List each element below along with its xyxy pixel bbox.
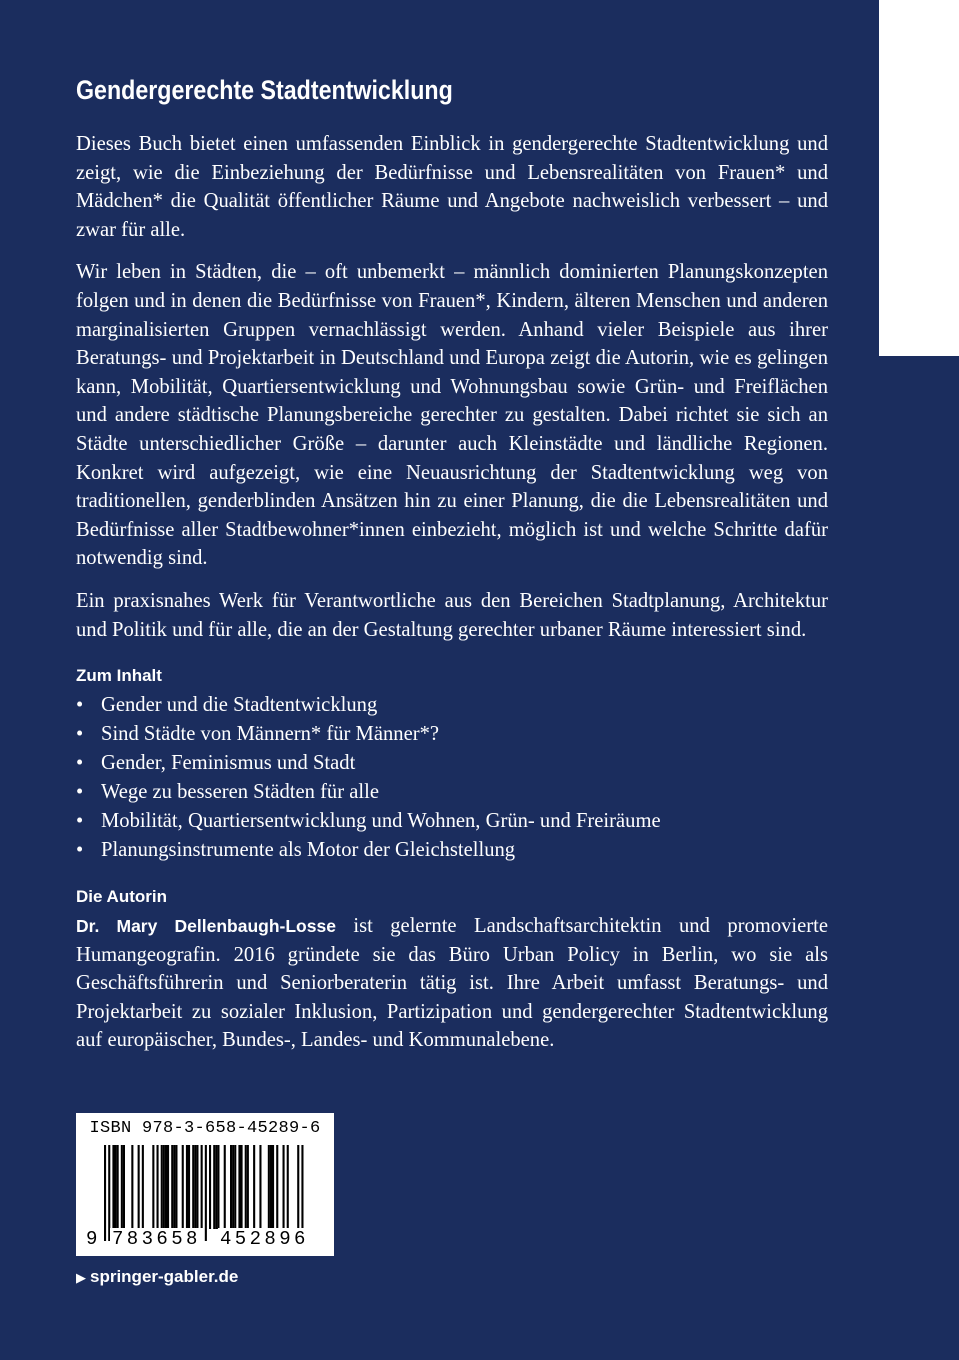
list-item: • Gender, Feminismus und Stadt	[76, 749, 828, 778]
barcode-bar	[117, 1145, 119, 1229]
publisher-link[interactable]	[76, 1265, 238, 1290]
barcode-bar	[123, 1145, 125, 1229]
description-paragraph: Wir leben in Städten, die – oft unbemerkt – männlich dominierten Planungskonzepten folgen und in denen die Bedürfnisse von Frauen*, Kindern, älteren Menschen und anderen marginalisierten Gruppen vernachlässigt werden. Anhand vieler Beispiele aus ihrer Beratungs- und Projektarbeit in Deutschland und Europa zeigt die Autorin, wie es gelingen kann, Mobilität, Quartiersentwicklung und Wohnungsbau sowie Grün- und Freiflächen und andere städtische Planungsbereiche gerechter zu gestalten. Dabei richtet sie sich an Städte unterschiedlicher Größe – darunter auch Kleinstädte und ländliche Regionen. Konkret wird aufgezeigt, wie eine Neuausrichtung der Stadtentwicklung weg von traditionellen, genderblinden Ansätzen hin zu einer Planung, die die Lebensrealitäten und Bedürfnisse aller Stadtbewohner*innen einbezieht, möglich ist und welche Schritte dafür notwendig sind.	[76, 261, 828, 570]
barcode-bar	[301, 1145, 303, 1241]
audience-paragraph: Ein praxisnahes Werk für Verantwortliche aus den Bereichen Stadtplanung, Architektur und Politik und für alle, die an der Gestaltung gerechter urbaner Räume interessiert sind.	[76, 589, 828, 641]
barcode-bar	[287, 1145, 289, 1229]
bullet-icon: •	[76, 752, 84, 775]
barcode-bar	[205, 1145, 207, 1241]
intro-paragraph: Dieses Buch bietet einen umfassenden Einblick in gendergerechte Stadtentwicklung und zeigt, wie die Einbeziehung der Bedürfnisse und Lebensrealitäten von Frauen* und Mädchen* die Qualität öffentlicher Räume und Angebote nachweislich verbessert – und zwar für alle.	[76, 133, 828, 241]
list-item: • Mobilität, Quartiersentwicklung und Wohnen, Grün- und Freiräume	[76, 807, 828, 836]
barcode-bar	[253, 1145, 255, 1229]
barcode-bar	[217, 1145, 219, 1229]
publisher-site-text: springer-gabler.de	[90, 1267, 239, 1286]
contents-heading: Zum Inhalt	[76, 666, 162, 686]
list-item: • Sind Städte von Männern* für Männer*?	[76, 720, 828, 749]
triangle-right-icon: ▶	[76, 1270, 86, 1285]
barcode-bar	[272, 1145, 274, 1229]
barcode-bar	[234, 1145, 236, 1229]
bullet-icon: •	[76, 839, 84, 862]
bullet-icon: •	[76, 781, 84, 804]
ean-left-digits: 783658	[112, 1228, 201, 1250]
barcode-bar	[209, 1145, 211, 1229]
author-heading: Die Autorin	[76, 887, 167, 907]
bullet-icon: •	[76, 723, 84, 746]
bullet-icon: •	[76, 810, 84, 833]
barcode-bar	[175, 1145, 177, 1229]
ean-digits	[76, 1228, 334, 1254]
barcode-bar	[194, 1145, 196, 1229]
list-item: • Planungsinstrumente als Motor der Gleichstellung	[76, 836, 828, 865]
barcode-bar	[186, 1145, 188, 1229]
barcode-bar	[241, 1145, 243, 1229]
author-bio-text: ist gelernte Landschaftsarchitektin und promovierte Humangeografin. 2016 gründete sie das Büro Urban Policy in Berlin, wo sie als Geschäftsführerin und Seniorberaterin tätig ist. Ihre Arbeit umfasst Beratungs- und Projektarbeit zu sozialer Inklusion, Partizipation und gendergerechter Stadtentwicklung auf europäischer, Bundes-, Landes- und Kommunalebene.	[76, 915, 828, 1052]
barcode-bar	[142, 1145, 144, 1229]
barcode-bar	[115, 1145, 117, 1229]
barcode-bar	[259, 1145, 261, 1229]
barcode-bar	[245, 1145, 247, 1229]
isbn-label: ISBN 978-3-658-45289-6	[89, 1119, 321, 1138]
barcode-bar	[188, 1145, 190, 1229]
ean-first-digit: 9	[86, 1228, 98, 1250]
barcode-bar	[247, 1145, 249, 1229]
barcode-bar	[224, 1145, 226, 1229]
contents-list	[76, 691, 828, 865]
barcode-bar	[232, 1145, 234, 1229]
barcode-bar	[104, 1145, 106, 1241]
barcode-bar	[138, 1145, 140, 1229]
barcode-bar	[213, 1145, 215, 1229]
barcode-bar	[238, 1145, 240, 1229]
barcode-bar	[173, 1145, 175, 1229]
list-item: • Gender und die Stadtentwicklung	[76, 691, 828, 720]
barcode-bar	[192, 1145, 194, 1229]
barcode-bar	[131, 1145, 133, 1229]
barcode-bar	[112, 1145, 114, 1229]
list-item: • Wege zu besseren Städten für alle	[76, 778, 828, 807]
barcode-bar	[270, 1145, 272, 1229]
author-bio	[76, 912, 828, 1055]
back-cover-text	[76, 130, 828, 1055]
barcode-bar	[230, 1145, 232, 1229]
side-tab-decoration	[879, 0, 959, 356]
ean-right-digits: 452896	[220, 1228, 309, 1250]
barcode-bar	[165, 1145, 167, 1229]
barcode-bar	[276, 1145, 278, 1229]
barcode-bar	[171, 1145, 173, 1229]
barcode-bar	[201, 1145, 203, 1241]
barcode-bar	[161, 1145, 163, 1229]
barcode-bar	[268, 1145, 270, 1229]
author-name: Dr. Mary Dellenbaugh-Losse	[76, 916, 336, 937]
barcode-bar	[163, 1145, 165, 1229]
barcode-bar	[297, 1145, 299, 1241]
barcode-bar	[196, 1145, 198, 1229]
barcode-bar	[167, 1145, 169, 1229]
barcode-bar	[108, 1145, 110, 1241]
barcode-bar	[157, 1145, 159, 1229]
barcode-bar	[121, 1145, 123, 1229]
book-title: Gendergerechte Stadtentwicklung	[76, 75, 453, 105]
barcode-bar	[152, 1145, 154, 1229]
barcode-bar	[182, 1145, 184, 1229]
barcode-bar	[215, 1145, 217, 1229]
bullet-icon: •	[76, 694, 84, 717]
barcode-bar	[283, 1145, 285, 1229]
isbn-barcode	[76, 1113, 334, 1256]
